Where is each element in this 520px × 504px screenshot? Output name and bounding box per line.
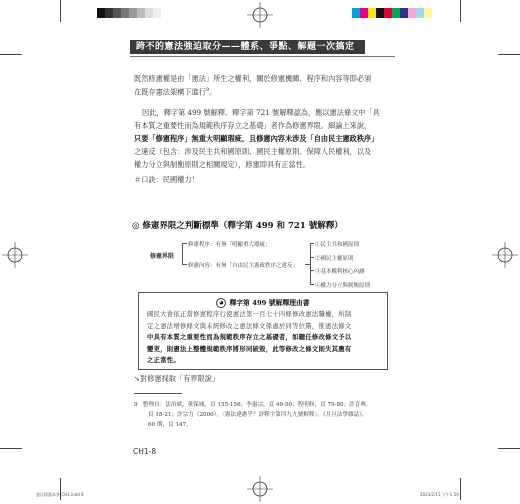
registration-mark-icon xyxy=(245,0,275,30)
box-line: 之正當性。 xyxy=(147,357,180,364)
paragraph-1-line-1: 既然修憲權是由「憲法」所生之權利，關於修憲機關、程序和內容等即必須 xyxy=(134,74,372,83)
paragraph-2-line-5: 權力分立與制衡原則之相關規定），修憲即具有正當性。 xyxy=(134,160,311,169)
chapter-banner: 跨不的憲法強迫取分——體系、爭點、解題一次搞定 xyxy=(130,40,365,54)
diagram-connector xyxy=(310,243,311,285)
cmyk-color-bar xyxy=(352,8,432,18)
crop-mark xyxy=(0,54,22,55)
diagram-connector xyxy=(182,264,187,265)
diagram-item: ④權力分立與制衡原則 xyxy=(315,283,371,289)
page-number: CH1-8 xyxy=(133,447,157,456)
footnote-line: 頁 18-21；許宗力（2000），〈憲法違憲乎？評釋字第四九九號解釋〉，《月旦法學雜誌》， xyxy=(148,412,368,418)
diagram-connector xyxy=(310,284,314,285)
crop-mark xyxy=(498,54,520,55)
diagram-branch-procedure: 修憲程序：有無「明顯重大瑕疵」 xyxy=(188,242,271,248)
diagram-connector xyxy=(310,270,314,271)
diagram-root: 修憲界限 xyxy=(150,253,175,260)
paragraph-2-line-2: 有本質之重要性而為規範秩序存立之基礎」者作為修憲界限。細論上來說， xyxy=(134,121,372,130)
registration-mark-icon xyxy=(490,240,520,270)
slug-date: 2023/2/15 下午1:59 xyxy=(420,492,459,497)
crop-mark xyxy=(460,478,461,500)
gray-color-bar xyxy=(97,8,161,18)
diagram-item: ②國民主權原則 xyxy=(315,256,354,262)
box-body xyxy=(147,309,379,367)
arrow-icon: ➘ xyxy=(134,374,141,383)
crop-mark xyxy=(460,0,461,22)
diagram-connector xyxy=(310,243,314,244)
paragraph-1-line-2: 在既存憲法架構下進行$^9$。 xyxy=(134,87,217,97)
section-heading: ◎ 修憲界限之判斷標準（釋字第 499 和 721 號解釋） xyxy=(132,221,343,231)
crop-mark xyxy=(498,448,520,449)
diagram-item: ③基本權利核心內涵 xyxy=(315,269,365,275)
box-line: 變更，則憲法上整體規範秩序將形同破毀，此等修改之條文則失其應有 xyxy=(147,345,352,353)
box-line: 定之憲法增修條文與未經修改之憲法條文係處於同等位階，惟憲法條文 xyxy=(147,322,352,330)
crop-mark xyxy=(60,0,61,22)
registration-mark-icon xyxy=(0,240,30,270)
banner-rule xyxy=(130,56,395,57)
paragraph-2-line-1: 因此，釋字第 499 號解釋、釋字第 721 號解釋認為，應以憲法條文中「具 xyxy=(142,108,380,117)
slug-file: 憲法精選本書-CH1.indd 8 xyxy=(36,492,84,497)
footnote-line: 9 整理自：法治斌、董保城，頁 155-156；李惠宗，頁 49-50；程明修，頁 79-80；許育典， xyxy=(134,402,372,408)
diagram-item: ①民主共和國原則 xyxy=(315,242,360,248)
interpretation-box xyxy=(138,292,388,370)
owl-icon: ◕ xyxy=(216,298,226,308)
footnote-line: 60 期，頁 147。 xyxy=(148,422,192,428)
paragraph-2-line-3: 只要「修憲程序」無重大明顯瑕疵，且修憲內容未涉及「自由民主憲政秩序」 xyxy=(134,134,379,143)
box-title: ◕ 釋字第 499 號解釋理由書 xyxy=(139,297,387,308)
footnote-lead: ➘對修憲採取「有界限說」 xyxy=(134,374,220,383)
box-line: 國民大會依正當修憲程序行使憲法第一百七十四條修改憲法職權，所制 xyxy=(147,311,352,318)
paragraph-2-line-4: 之違反（包含：涉及民主共和國原則、國民主權原則、保障人民權利，以及 xyxy=(134,147,372,156)
crop-mark xyxy=(0,448,22,449)
footnote-rule xyxy=(134,393,182,394)
diagram-connector xyxy=(182,243,183,265)
footnote xyxy=(134,400,396,430)
diagram-branch-content: 修憲內容：有無「自由民主憲政秩序之違反」 xyxy=(188,263,299,269)
diagram-connector xyxy=(182,243,187,244)
footnote-reference: 9 xyxy=(205,87,210,93)
mnemonic: ＃口訣：民國權力！ xyxy=(134,175,199,184)
diagram-connector xyxy=(310,257,314,258)
box-line: 中具有本質之重要性而為規範秩序存立之基礎者，如聽任修改條文予以 xyxy=(147,334,352,341)
